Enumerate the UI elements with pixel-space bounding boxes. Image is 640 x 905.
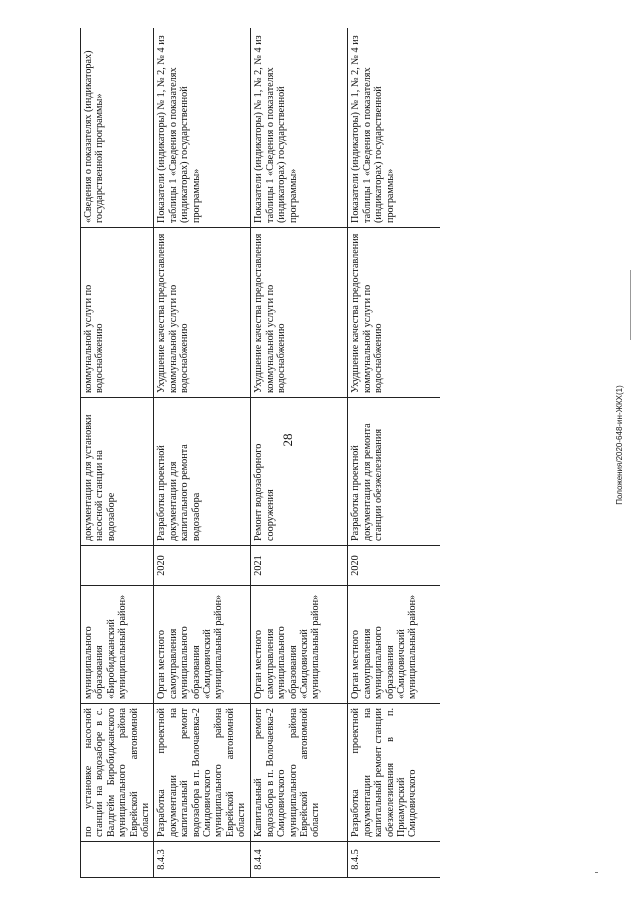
executor-cell: Орган местного самоуправления муниципального образования «Смидовичский муниципальный район»	[348, 586, 440, 704]
year-cell: 2020	[154, 546, 251, 586]
consequence-cell: Ухудшение качества предоставления коммунальной услуги по водоснабжению	[348, 228, 440, 398]
rotated-table-container	[80, 28, 440, 878]
year-cell: 2020	[348, 546, 440, 586]
consequence-cell: коммунальной услуги по водоснабжению	[81, 228, 154, 398]
scan-artifact-line	[630, 270, 631, 340]
table-row	[154, 28, 251, 878]
table-row	[251, 28, 348, 878]
table-row	[81, 28, 154, 878]
row-number-cell	[81, 842, 154, 878]
result-cell: Разработка проектной документации для ремонта станции обезжелезивания	[348, 398, 440, 546]
measure-name-cell: Разработка проектной документации на капитальный ремонт водозабора в п. Волочаевка-2 Смидовичского муниципального района Еврейской автономной области	[154, 704, 251, 842]
executor-cell: Орган местного самоуправления муниципального образования «Смидовичский муниципальный район»	[154, 586, 251, 704]
consequence-cell: Ухудшение качества предоставления коммунальной услуги по водоснабжению	[251, 228, 348, 398]
table-viewport	[80, 28, 440, 878]
page-number: 28	[280, 433, 295, 447]
table-row	[348, 28, 440, 878]
executor-cell: муниципального образования «Биробиджанский муниципальный район»	[81, 586, 154, 704]
scan-artifact-dot	[595, 872, 598, 873]
year-cell	[81, 546, 154, 586]
measure-name-cell: по установке насосной станции на водозаборе в с. Валдгейм Биробиджанского муниципального района Еврейской автономной области	[81, 704, 154, 842]
row-number-cell: 8.4.4	[251, 842, 348, 878]
result-cell: документации для установки насосной станции на водозаборе	[81, 398, 154, 546]
indicators-cell: Показатели (индикаторы) № 1, № 2, № 4 из таблицы 1 «Сведения о показателях (индикаторах) государственной программы»	[251, 28, 348, 228]
measure-name-cell: Разработка проектной документации на капитальный ремонт станции обезжелезивания в п. Приамурский Смидовичского	[348, 704, 440, 842]
row-number-cell: 8.4.5	[348, 842, 440, 878]
indicators-cell: Показатели (индикаторы) № 1, № 2, № 4 из таблицы 1 «Сведения о показателях (индикаторах) государственной программы»	[348, 28, 440, 228]
indicators-cell: «Сведения о показателях (индикаторах) государственной программы»	[81, 28, 154, 228]
program-measures-table	[80, 28, 440, 878]
executor-cell: Орган местного самоуправления муниципального образования «Смидовичский муниципальный район»	[251, 586, 348, 704]
year-cell: 2021	[251, 546, 348, 586]
result-cell: Разработка проектной документации для капитального ремонта водозабора	[154, 398, 251, 546]
result-cell: Ремонт водозаборного сооружения	[251, 398, 348, 546]
document-stamp: Положения/2020-648-ин-ЖКХ(1)	[615, 385, 624, 505]
consequence-cell: Ухудшение качества предоставления коммунальной услуги по водоснабжению	[154, 228, 251, 398]
measure-name-cell: Капитальный ремонт водозабора в п. Волочаевка-2 Смидовичского муниципального района Еврейской автономной области	[251, 704, 348, 842]
indicators-cell: Показатели (индикаторы) № 1, № 2, № 4 из таблицы 1 «Сведения о показателях (индикаторах) государственной программы»	[154, 28, 251, 228]
row-number-cell: 8.4.3	[154, 842, 251, 878]
